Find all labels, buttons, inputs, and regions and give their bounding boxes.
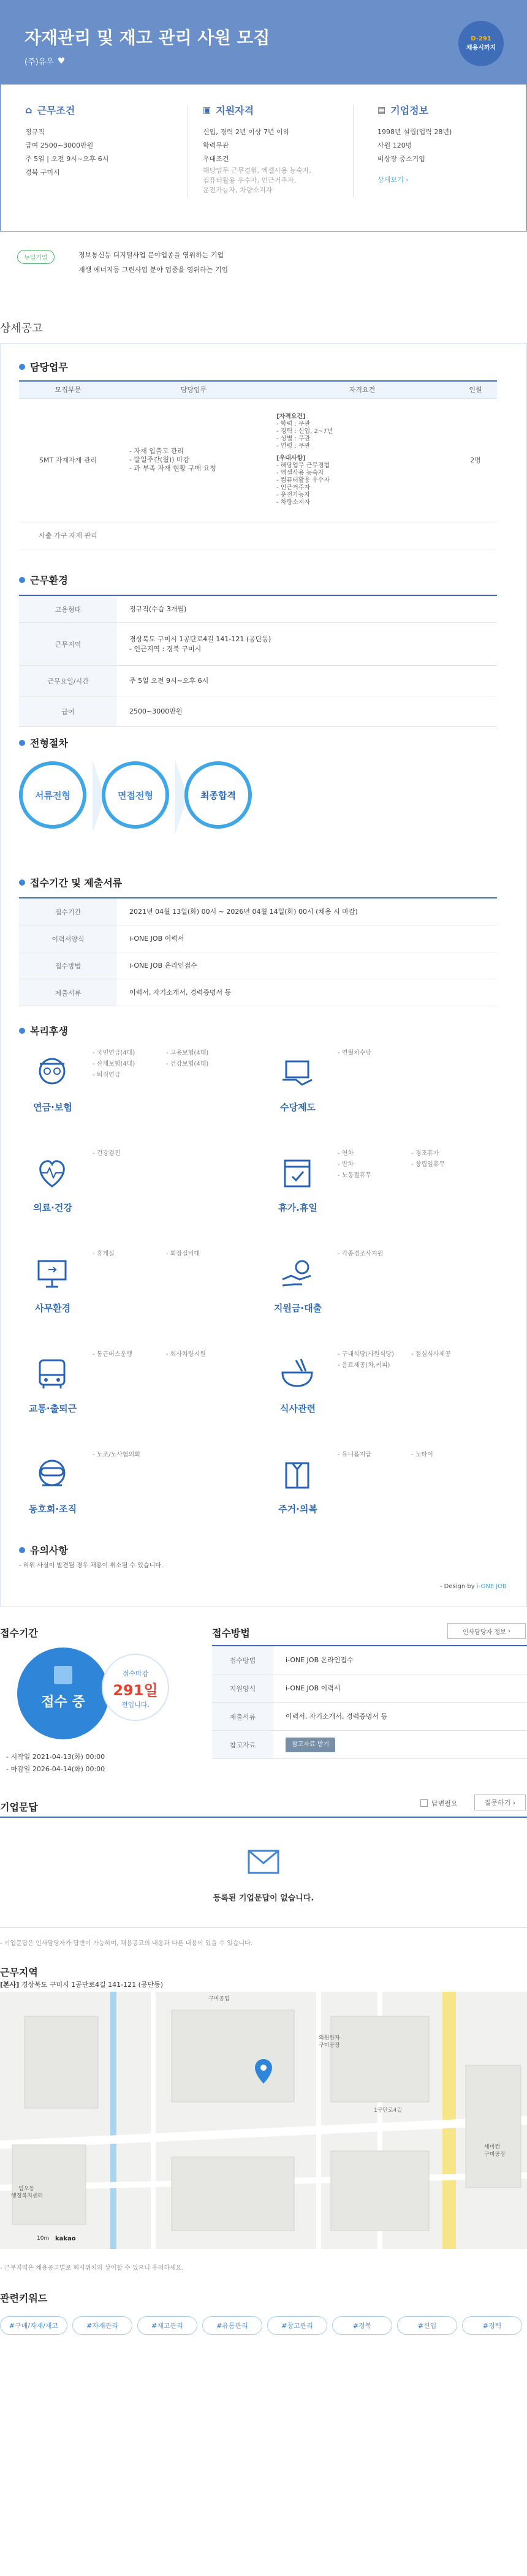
tasks-cell (117, 398, 270, 522)
welfare-item: - 반차 (338, 1161, 354, 1168)
row-key: 접수방법 (212, 1646, 273, 1674)
hr-info-label: 인사담당자 정보 (463, 1629, 506, 1636)
gov-green-line: 재생 에너지등 그린사업 분야 업종을 영위하는 기업 (78, 266, 229, 274)
welfare-items (338, 1148, 485, 1181)
keyword-chip[interactable]: #경력 (462, 2316, 522, 2335)
row-key: 접수기간 (19, 898, 117, 925)
welfare-item: - 점심식사제공 (411, 1351, 451, 1358)
welfare-club (19, 1450, 252, 1535)
welfare-item: - 국민연금(4대) (93, 1050, 135, 1056)
welfare-item: - 노동절휴무 (338, 1172, 372, 1179)
map-label: 구미공장 (484, 2152, 506, 2158)
welfare-item: - 건강보험(4대) (166, 1061, 209, 1068)
notice-heading (19, 1543, 68, 1557)
req-heading: [우대사항] (276, 455, 306, 462)
bullet-icon (19, 879, 25, 886)
welfare-title: 복리후생 (30, 1025, 68, 1037)
ask-question-button[interactable] (474, 1795, 526, 1810)
row-key: 고용형태 (19, 596, 117, 622)
period-start: - 시작일 2021-04-13(화) 00:00 (6, 1753, 105, 1761)
checkbox-label: 답변필요 (431, 1799, 458, 1807)
keyword-chip[interactable]: #신입 (397, 2316, 457, 2335)
env-heading (19, 573, 68, 587)
map-label: 구미공업 (208, 1996, 230, 2002)
qna-footnote: - 기업문답은 인사담당자가 답변이 가능하며, 채용공고의 내용과 다른 내용이 있을 수 있습니다. (0, 1940, 253, 1947)
qna-empty-text: 등록된 기업문답이 없습니다. (213, 1894, 314, 1903)
welfare-item: - 유니폼지급 (338, 1452, 372, 1458)
welfare-housing (264, 1450, 497, 1535)
chevron-right-icon: › (406, 176, 409, 184)
welfare-name: 휴가.휴일 (278, 1202, 317, 1213)
map-scale: 10m (37, 2235, 50, 2242)
education-requirement: 학력무관 (203, 141, 229, 149)
company-detail-link[interactable] (377, 173, 525, 187)
welfare-items (338, 1048, 411, 1059)
duties-heading (19, 360, 68, 374)
row-value: 주 5일 오전 9시~오후 6시 (129, 676, 209, 685)
row-value: i-ONE JOB 온라인접수 (286, 1655, 354, 1664)
step-document (19, 761, 86, 829)
task-line: - 자재 입출고 관리 (129, 447, 184, 455)
step-label: 최종합격 (200, 789, 236, 801)
table-row (19, 522, 497, 549)
row-value: i-ONE JOB 온라인접수 (129, 961, 197, 970)
bullet-icon (19, 364, 25, 370)
env-table (19, 595, 497, 727)
col-count: 인원 (454, 381, 497, 398)
preference-line: 해당업무 근무경험, 엑셀사용 능숙자, (203, 167, 311, 175)
row-value-sub: - 인근지역 : 경북 구미시 (129, 644, 202, 653)
table-row (19, 596, 497, 623)
req-line: - 연령 : 무관 (276, 443, 311, 450)
req-line: - 학력 : 무관 (276, 421, 311, 427)
map-canvas (0, 1992, 527, 2249)
row-value: 정규직(수습 3개월) (129, 604, 187, 613)
building-icon: ⌂ (25, 104, 32, 116)
status-circle (17, 1648, 109, 1739)
design-prefix: - Design by (439, 1583, 477, 1590)
row-value: 이력서, 자기소개서, 경력증명서 등 (129, 988, 232, 996)
pension-icon (32, 1053, 72, 1092)
req-line: - 차량소지자 (276, 499, 311, 506)
health-icon (32, 1153, 72, 1192)
qna-empty-panel (0, 1818, 527, 1928)
table-row (19, 666, 497, 696)
ask-question-label: 질문하기 (484, 1799, 511, 1807)
welfare-support (264, 1249, 497, 1335)
row-key: 근무요일/시간 (19, 666, 117, 696)
welfare-items (338, 1249, 411, 1260)
welfare-meal (264, 1349, 497, 1435)
welfare-name: 동호회·조직 (28, 1504, 77, 1515)
step-final (184, 761, 252, 829)
notice-line: - 허위 사실이 발견될 경우 채용이 취소될 수 있습니다. (19, 1562, 164, 1569)
req-line: - 인근거주자 (276, 484, 311, 491)
req-line: - 컴퓨터활용 우수자 (276, 477, 330, 484)
welfare-item: - 회사차량지원 (166, 1351, 206, 1358)
welfare-item: - 퇴직연금 (93, 1072, 121, 1079)
welfare-item: - 노조/노사협의회 (93, 1452, 140, 1458)
company-type: 비상장 중소기업 (377, 155, 425, 163)
map-label: 행정복지센터 (11, 2193, 44, 2199)
step-label: 서류전형 (35, 789, 70, 801)
bullet-icon (19, 577, 25, 583)
checkbox-icon[interactable] (420, 1799, 428, 1807)
hero-banner (0, 0, 527, 85)
preference-line: 컴퓨터활용 우수자, 인근거주자, (203, 176, 297, 184)
welfare-name: 수당제도 (280, 1102, 316, 1113)
location-address (0, 1979, 163, 1989)
table-row (19, 696, 497, 727)
welfare-item: - 연월차수당 (338, 1050, 372, 1056)
location-label: [본사] (0, 1981, 20, 1989)
apply-table (19, 897, 497, 1006)
map-label: 구미공장 (319, 2043, 340, 2049)
welfare-item: - 경조휴가 (411, 1150, 439, 1157)
requirements-cell (270, 398, 454, 522)
answer-needed-checkbox[interactable] (420, 1798, 458, 1808)
divider (353, 105, 354, 197)
chevron-right-icon: › (508, 1627, 510, 1635)
conditions-column (25, 103, 172, 179)
employee-count: 사원 120명 (377, 141, 412, 149)
welfare-item: - 연차 (338, 1150, 354, 1157)
table-row (19, 398, 497, 522)
row-value: 2500~3000만원 (129, 707, 183, 715)
welfare-name: 지원금·대출 (273, 1303, 322, 1314)
location-map[interactable] (0, 1992, 527, 2249)
req-line: - 운전가능자 (276, 492, 311, 499)
welfare-transport (19, 1349, 252, 1435)
company-detail-label: 상세보기 (377, 176, 404, 184)
office-icon (32, 1254, 72, 1293)
detail-title: 상세공고 (0, 322, 43, 335)
remain-suffix: 전입니다. (121, 1701, 150, 1709)
duties-title: 담당업무 (30, 361, 68, 373)
club-icon (32, 1455, 72, 1494)
welfare-pension (19, 1048, 252, 1134)
row-key: 지원양식 (212, 1674, 273, 1702)
work-hours: 주 5일 | 오전 9시~오후 6시 (25, 155, 109, 163)
table-row (212, 1703, 527, 1731)
welfare-name: 사무환경 (35, 1303, 70, 1314)
dday-label: 채용시까지 (466, 45, 496, 51)
keyword-chip[interactable]: #구매/자재/재고 (0, 2316, 67, 2335)
row-key: 접수방법 (19, 952, 117, 979)
design-brand: i-ONE JOB (476, 1583, 507, 1590)
row-key: 제출서류 (212, 1703, 273, 1730)
env-title: 근무환경 (30, 574, 68, 586)
vacation-icon (278, 1153, 317, 1192)
welfare-items (338, 1450, 485, 1461)
step-interview (102, 761, 169, 829)
row-key: 참고자료 (212, 1731, 273, 1758)
table-row (19, 925, 497, 952)
keyword-chip[interactable]: #창고관리 (267, 2316, 327, 2335)
remain-circle (102, 1654, 169, 1721)
qna-title: 기업문답 (0, 1801, 38, 1813)
welfare-item: - 통근버스운행 (93, 1351, 132, 1358)
req-line: - 해당업무 근무경험 (276, 462, 330, 469)
company-info-title: 기업정보 (390, 105, 429, 116)
welfare-allowance (264, 1048, 497, 1134)
transport-icon (32, 1354, 72, 1393)
welfare-name: 식사관련 (280, 1403, 316, 1414)
welfare-items (93, 1450, 166, 1461)
dday-badge (458, 21, 504, 66)
welfare-name: 연금·보험 (33, 1102, 72, 1113)
row-value: i-ONE JOB 이력서 (129, 934, 184, 943)
welfare-items (338, 1349, 485, 1371)
address-text: 경상북도 구미시 1공단로4길 141-121 (공단동) (21, 1981, 164, 1989)
welfare-item: - 노타이 (411, 1452, 433, 1458)
keyword-chip[interactable]: #경북 (332, 2316, 392, 2335)
newdeal-badge: 뉴딜기업 (17, 250, 55, 264)
qualification-title: 지원자격 (216, 105, 254, 116)
remain-label: 접수마감 (122, 1670, 149, 1678)
company-label: (주)유우 (25, 58, 54, 67)
salary: 급여 2500~3000만원 (25, 141, 94, 149)
welfare-item: - 휴게실 (93, 1251, 115, 1257)
map-label: 세미컨 (484, 2144, 501, 2150)
part-cell: 사출 가구 자재 관리 (19, 522, 117, 549)
col-requirements: 자격요건 (270, 381, 454, 398)
detail-panel (0, 343, 527, 1607)
row-value: i-ONE JOB 이력서 (286, 1684, 341, 1692)
company-icon: ▤ (377, 105, 386, 115)
table-row (19, 952, 497, 979)
housing-icon (278, 1455, 317, 1494)
reference-download-button[interactable]: 참고자료 받기 (286, 1738, 335, 1752)
welfare-item: - 창립일휴무 (411, 1161, 445, 1168)
location-footnote: - 근무지역은 채용공고별로 회사위치와 상이할 수 있으니 유의하세요. (0, 2265, 184, 2272)
welfare-items (93, 1148, 166, 1159)
remain-days: 291일 (113, 1682, 158, 1699)
chevron-right-icon: › (512, 1798, 516, 1807)
period-title: 접수기간 (0, 1627, 38, 1639)
conditions-title: 근무조건 (37, 105, 75, 116)
duties-table (19, 380, 497, 549)
qualification-column (203, 103, 350, 195)
keyword-chip[interactable]: #재고관리 (137, 2316, 197, 2335)
req-line: - 엑셀사용 능숙자 (276, 470, 324, 476)
method-table (212, 1645, 527, 1759)
career-requirement: 신입, 경력 2년 이상 7년 이하 (203, 128, 290, 136)
row-value: 이력서, 자기소개서, 경력증명서 등 (286, 1712, 388, 1720)
task-line: - 과 부족 자재 현황 구매 요청 (129, 464, 216, 472)
company-name[interactable] (25, 55, 65, 67)
welfare-health (19, 1148, 252, 1234)
table-row (212, 1731, 527, 1759)
col-part: 모집부문 (19, 381, 117, 398)
founded-year: 1998년 설립(업력 28년) (377, 128, 452, 136)
job-title: 자재관리 및 재고 관리 사원 모집 (25, 28, 270, 48)
row-key: 근무지역 (19, 623, 117, 665)
allowance-icon (278, 1053, 317, 1092)
col-tasks: 담당업무 (117, 381, 270, 398)
notice-title: 유의사항 (30, 1545, 68, 1556)
map-label: 1공단로4길 (374, 2107, 403, 2114)
row-key: 급여 (19, 696, 117, 726)
count-cell: 2명 (454, 398, 497, 522)
table-row (19, 979, 497, 1006)
location-title: 근무지역 (0, 1967, 38, 1978)
map-kakao-logo: kakao (55, 2235, 76, 2242)
task-line: - 발일주간(월)) 마감 (129, 456, 190, 464)
keywords-title: 관련키워드 (0, 2292, 48, 2304)
keyword-chip[interactable]: #자재관리 (72, 2316, 132, 2335)
keyword-chip[interactable]: #유통관리 (202, 2316, 262, 2335)
welfare-name: 주거·의복 (278, 1504, 317, 1515)
welfare-item: - 고용보험(4대) (166, 1050, 209, 1056)
gov-digital-line: 정보통신등 디지털사업 분야업종을 영위하는 기업 (78, 251, 224, 259)
method-title: 접수방법 (212, 1627, 250, 1639)
welfare-vacation (264, 1148, 497, 1234)
heart-icon[interactable]: ♥ (57, 56, 66, 66)
welfare-item: - 산재보험(4대) (93, 1061, 135, 1068)
table-row (19, 898, 497, 925)
welfare-item: - 구내식당(사원식당) (338, 1351, 394, 1358)
bullet-icon (19, 1547, 25, 1553)
process-heading (19, 736, 68, 750)
employment-type: 정규직 (25, 128, 45, 136)
design-credit (440, 1583, 507, 1590)
summary-panel (0, 85, 527, 232)
meal-icon (278, 1354, 317, 1393)
welfare-items (93, 1249, 240, 1260)
row-value: 경상북도 구미시 1공단로4길 141-121 (공단동) (129, 635, 271, 643)
welfare-name: 교통·출퇴근 (28, 1403, 77, 1414)
welfare-office (19, 1249, 252, 1335)
welfare-item: - 건강검진 (93, 1150, 121, 1157)
period-end: - 마감일 2026-04-14(화) 00:00 (6, 1765, 105, 1773)
work-location: 경북 구미시 (25, 168, 60, 176)
req-line: - 성별 : 무관 (276, 435, 311, 442)
dday-count: D-291 (471, 36, 491, 42)
row-key: 이력서양식 (19, 925, 117, 952)
welfare-heading (19, 1023, 68, 1038)
briefcase-icon: ▣ (203, 105, 211, 115)
row-value: 2021년 04월 13일(화) 00시 ~ 2026년 04월 14일(화) 00시 (채용 시 마감) (129, 907, 358, 916)
table-row (212, 1674, 527, 1703)
req-line: - 경력 : 신입, 2~7년 (276, 428, 333, 435)
apply-title: 접수기간 및 제출서류 (30, 877, 123, 889)
process-title: 전형절차 (30, 737, 68, 749)
row-key: 제출서류 (19, 979, 117, 1006)
preference-line: 운전가능자, 차량소지자 (203, 186, 273, 194)
welfare-item: - 회장실비대 (166, 1251, 200, 1257)
bullet-icon (19, 1028, 25, 1034)
part-cell: SMT 자재자재 관리 (19, 398, 117, 522)
welfare-item: - 각종경조사지원 (338, 1251, 384, 1257)
welfare-items (93, 1349, 240, 1360)
bullet-icon (19, 740, 25, 746)
status-label: 접수 중 (41, 1695, 85, 1710)
envelope-icon (244, 1842, 283, 1881)
table-row (19, 623, 497, 666)
table-row (212, 1646, 527, 1674)
map-label: 임오동 (18, 2186, 35, 2192)
book-icon (54, 1666, 72, 1684)
req-heading: [자격요건] (276, 413, 306, 420)
welfare-items (93, 1048, 240, 1081)
hr-info-button[interactable] (447, 1623, 526, 1639)
welfare-name: 의료·건강 (33, 1202, 72, 1213)
map-label: 의원한자 (319, 2035, 340, 2041)
welfare-item: - 음료제공(차,커피) (338, 1362, 390, 1369)
support-icon (278, 1254, 317, 1293)
company-column (377, 103, 525, 187)
preference-label: 우대조건 (203, 155, 229, 163)
apply-heading (19, 875, 122, 889)
step-label: 면접전형 (118, 789, 153, 801)
